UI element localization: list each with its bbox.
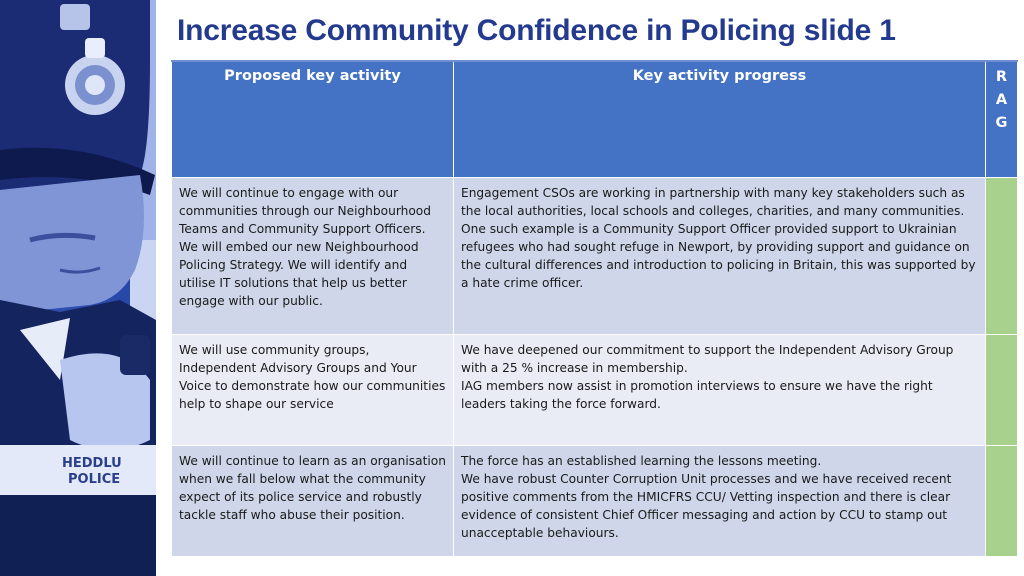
progress-cell: The force has an established learning the lessons meeting. We have robust Counter Corruption Unit processes and we have received recent positive comments from the HMICFRS CCU/ Vetting inspection and there is clear evidence of consistent Chief Officer messaging and action by CCU to stamp out unacceptable behaviours. (454, 446, 986, 557)
badge-text: HEDDLU (62, 456, 122, 471)
police-officer-photo (0, 0, 156, 576)
activity-cell: We will continue to engage with our communities through our Neighbourhood Teams and Community Support Officers. We will embed our new Neighbourhood Policing Strategy. We will identify and utilise IT solutions that help us better engage with our public. (172, 178, 454, 335)
progress-cell: Engagement CSOs are working in partnership with many key stakeholders such as the local authorities, local schools and colleges, charities, and many communities. One such example is a Community Support Officer provided support to Ukrainian refugees who had sought refuge in Newport, by providing support and guidance on the cultural differences and introduction to policing in Britain, this was supported by a hate crime officer. (454, 178, 986, 335)
header-rag: R A G (986, 61, 1018, 178)
page-title: Increase Community Confidence in Policing slide 1 (177, 14, 896, 47)
header-activity-progress: Key activity progress (454, 61, 986, 178)
table-header-row (172, 61, 1018, 178)
activity-table (171, 60, 1018, 557)
table-row (172, 335, 1018, 446)
activity-cell: We will use community groups, Independent Advisory Groups and Your Voice to demonstrate how our communities help to shape our service (172, 335, 454, 446)
rag-status-cell (986, 335, 1018, 446)
table-row (172, 178, 1018, 335)
header-proposed-activity: Proposed key activity (172, 61, 454, 178)
activity-cell: We will continue to learn as an organisation when we fall below what the community expect of its police service and robustly tackle staff who abuse their position. (172, 446, 454, 557)
svg-text:POLICE: POLICE (68, 472, 121, 487)
rag-status-cell (986, 446, 1018, 557)
table-row (172, 446, 1018, 557)
rag-status-cell (986, 178, 1018, 335)
progress-cell: We have deepened our commitment to support the Independent Advisory Group with a 25 % increase in membership. IAG members now assist in promotion interviews to ensure we have the right leaders taking the force forward. (454, 335, 986, 446)
